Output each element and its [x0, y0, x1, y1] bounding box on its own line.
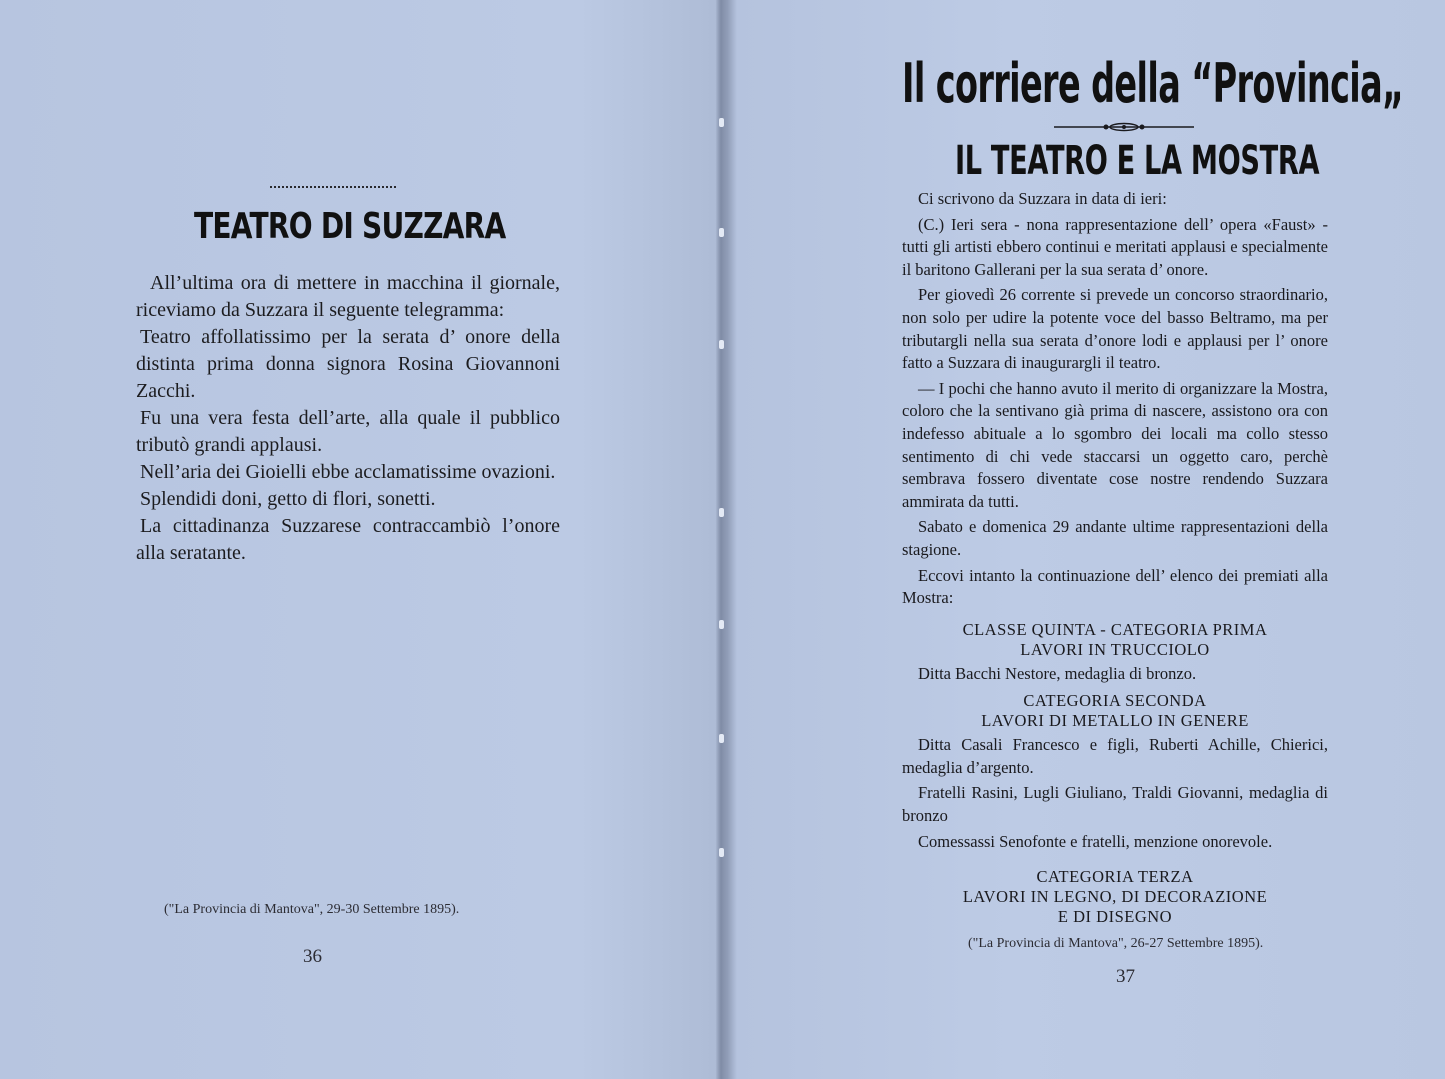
right-page [722, 0, 1445, 1079]
page-number: 37 [1116, 966, 1135, 987]
newspaper-clipping-left [128, 180, 568, 620]
source-caption: ("La Provincia di Mantova", 29-30 Settembre 1895). [164, 902, 460, 917]
dotted-rule [270, 186, 396, 188]
article-paragraph: Eccovi intanto la continuazione dell’ elenco dei premiati alla Mostra: [902, 565, 1328, 608]
newspaper-masthead: Il corriere della “Provincia„ [902, 52, 1404, 115]
category-heading: CLASSE QUINTA - CATEGORIA PRIMA [962, 619, 1268, 639]
category-heading: CATEGORIA SECONDA [1023, 691, 1207, 711]
clipping-paragraph: Fu una vera festa dell’arte, alla quale il pubblico tributò grandi applausi. [136, 407, 560, 456]
award-entry: Ditta Casali Francesco e figli, Ruberti Achille, Chierici, medaglia d’argento. [902, 735, 1328, 777]
article-intro: Ci scrivono da Suzzara in data di ieri: [918, 189, 1167, 208]
clipping-paragraph: All’ultima ora di mettere in macchina il giornale, riceviamo da Suzzara il seguente telegramma: [136, 272, 560, 321]
award-entry: Ditta Bacchi Nestore, medaglia di bronzo. [918, 663, 1197, 683]
source-caption: ("La Provincia di Mantova", 26-27 Settembre 1895). [968, 936, 1264, 951]
article-paragraph: Per giovedì 26 corrente si prevede un concorso straordinario, non solo per udire la potente voce del basso Beltramo, ma per tributargli nella sua serata d’onore lodi e applausi per l’ onore fatto a Suzzara di inaugurargli il teatro. [902, 285, 1328, 373]
category-subheading: LAVORI IN TRUCCIOLO [1020, 639, 1210, 659]
article-body [902, 188, 1328, 927]
article-headline: IL TEATRO E LA MOSTRA [955, 138, 1320, 184]
article-paragraph: (C.) Ieri sera - nona rappresentazione dell’ opera «Faust» - tutti gli artisti ebbero continui e meritati applausi e specialmente il baritono Gallerani per la sua serata d’ onore. [902, 214, 1328, 279]
category-subheading: E DI DISEGNO [1057, 907, 1173, 927]
page-number: 36 [303, 946, 322, 967]
clipping-paragraph: La cittadinanza Suzzarese contraccambiò l’onore alla seratante. [136, 515, 560, 564]
article-paragraph: — I pochi che hanno avuto il merito di organizzare la Mostra, coloro che la sentivano già prima di nascere, assistono ora con indefesso abituale a lo sgombro dei locali ma collo stesso sentimento di chi vede staccarsi un oggetto caro, perchè sembrava fossero diventate cose nostre rendendo Suzzara ammirata da tutti. [902, 378, 1328, 511]
category-heading: CATEGORIA TERZA [1036, 867, 1194, 887]
article-paragraph: Sabato e domenica 29 andante ultime rappresentazioni della stagione. [902, 517, 1328, 559]
clipping-paragraph: Teatro affollatissimo per la serata d’ onore della distinta prima donna signora Rosina Giovannoni Zacchi. [136, 326, 560, 402]
category-subheading: LAVORI IN LEGNO, DI DECORAZIONE [962, 887, 1268, 907]
clipping-body [136, 270, 560, 567]
clipping-paragraph: Splendidi doni, getto di flori, sonetti. [140, 488, 436, 510]
left-page [0, 0, 720, 1079]
category-subheading: LAVORI DI METALLO IN GENERE [981, 711, 1249, 731]
clipping-paragraph: Nell’aria dei Gioielli ebbe acclamatissime ovazioni. [140, 461, 556, 483]
ornament-divider-icon [1054, 122, 1194, 132]
clipping-title: TEATRO DI SUZZARA [194, 206, 506, 247]
award-entry: Comessassi Senofonte e fratelli, menzione onorevole. [918, 831, 1273, 851]
award-entry: Fratelli Rasini, Lugli Giuliano, Traldi Giovanni, medaglia di bronzo [902, 783, 1328, 826]
